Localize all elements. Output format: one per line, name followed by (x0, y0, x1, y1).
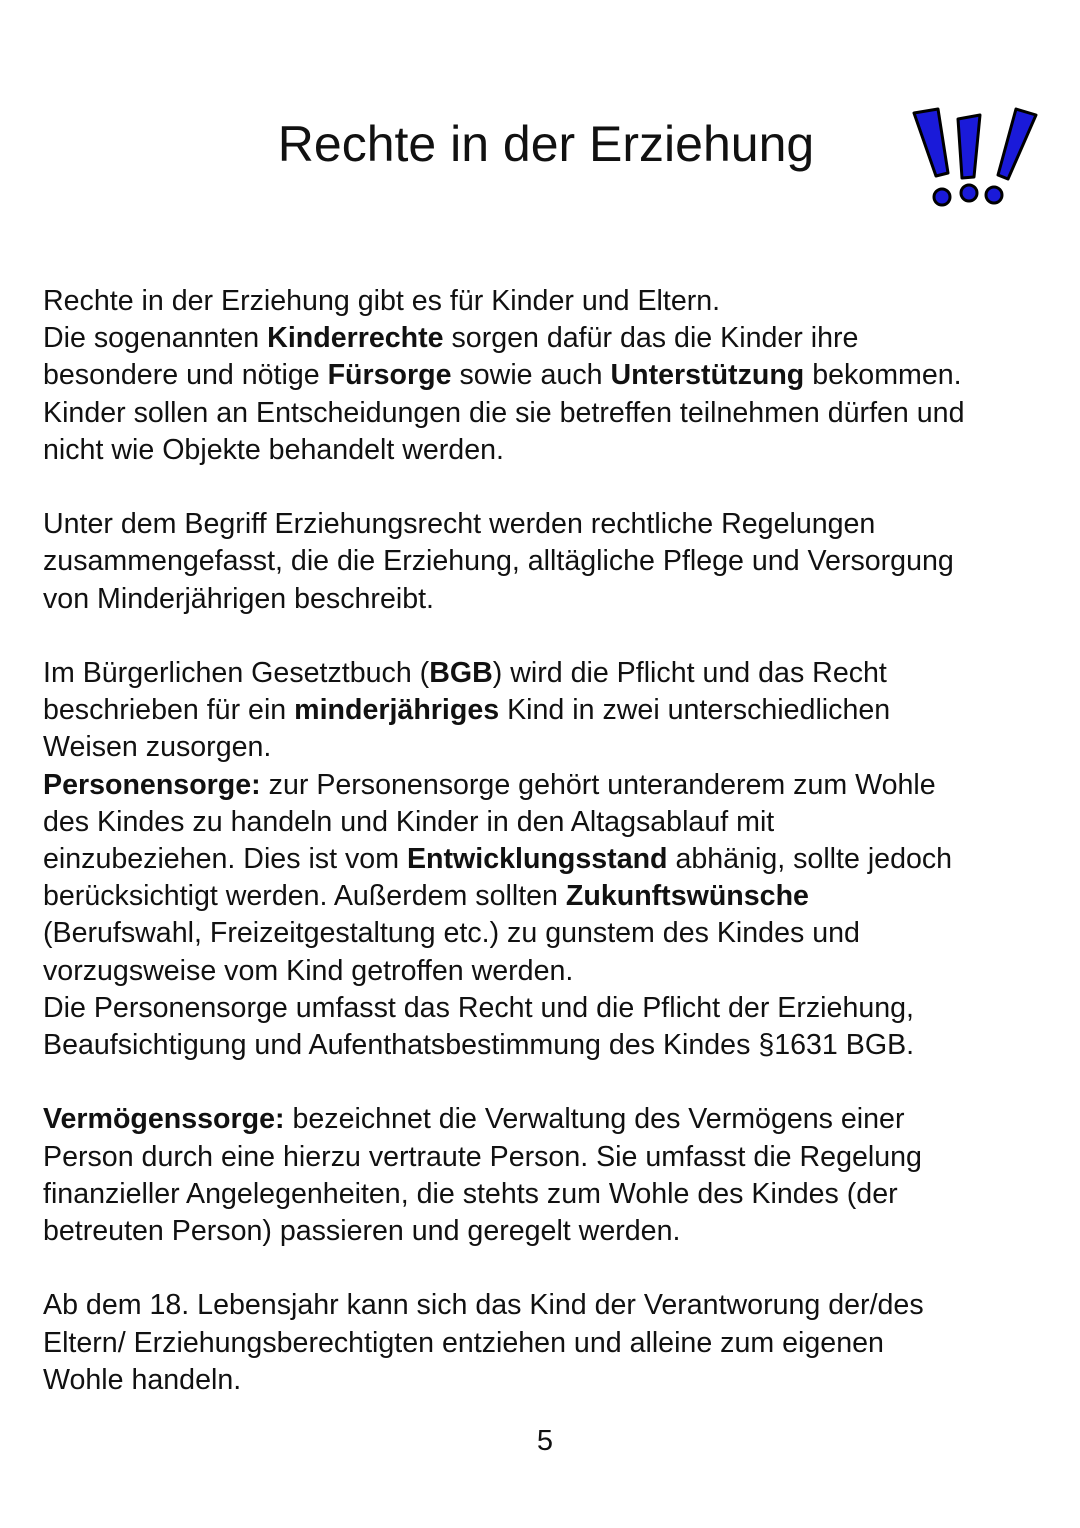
text-segment: abhänig, sollte jedoch (667, 843, 953, 876)
text-line: nicht wie Objekte behandelt werden. (43, 433, 504, 466)
paragraph-gap (43, 618, 1053, 655)
paragraph-erziehungsrecht (43, 506, 1053, 618)
text-segment: Im Bürgerlichen Gesetztbuch ( (43, 657, 430, 689)
paragraph-gap (43, 469, 1053, 506)
body-text (43, 283, 1053, 1399)
text-line (43, 841, 1053, 878)
text-line (43, 320, 1053, 357)
text-line: Rechte in der Erziehung gibt es für Kinder und Eltern. (43, 285, 721, 317)
text-line: Wohle handeln. (43, 1363, 242, 1396)
text-line: Person durch eine hierzu vertraute Person. Sie umfasst die Regelung (43, 1140, 922, 1173)
text-line: Weisen zusorgen. (43, 731, 272, 764)
paragraph-gap (43, 1064, 1053, 1101)
text-line (43, 655, 1053, 692)
paragraph-bgb-personensorge (43, 655, 1053, 1064)
bold-term: BGB (429, 657, 493, 689)
text-segment: Die sogenannten (43, 322, 268, 355)
text-line (43, 1101, 1053, 1138)
text-segment: bezeichnet die Verwaltung des Vermögens einer (284, 1103, 905, 1136)
text-line: des Kindes zu handeln und Kinder in den Altagsablauf mit (43, 805, 775, 838)
bold-term: Personensorge: (43, 768, 261, 801)
text-line (43, 692, 1053, 729)
bold-term: Unterstützung (610, 359, 805, 392)
text-line (43, 767, 1053, 804)
bold-term: Fürsorge (327, 359, 452, 392)
text-segment: zur Personensorge gehört unteranderem zum Wohle (260, 768, 936, 801)
paragraph-age-18 (43, 1287, 1053, 1399)
bold-term: Kinderrechte (267, 322, 444, 355)
bold-term: minderjähriges (294, 694, 500, 727)
text-segment: sowie auch (451, 359, 611, 392)
text-segment: berücksichtigt werden. Außerdem sollten (43, 880, 566, 913)
text-segment: ) wird die Pflicht und das Recht (492, 657, 887, 689)
paragraph-gap (43, 1250, 1053, 1287)
page-number: 5 (536, 1425, 554, 1457)
text-segment: beschrieben für ein (43, 694, 295, 727)
text-segment: einzubeziehen. Dies ist vom (43, 843, 407, 876)
text-segment: bekommen. (804, 359, 962, 392)
text-line: Die Personensorge umfasst das Recht und die Pflicht der Erziehung, (43, 991, 914, 1024)
text-line: vorzugsweise vom Kind getroffen werden. (43, 954, 574, 987)
text-line: Beaufsichtigung und Aufenthatsbestimmung des Kindes §1631 BGB. (43, 1029, 915, 1062)
text-line: Kinder sollen an Entscheidungen die sie betreffen teilnehmen dürfen und (43, 396, 965, 429)
text-segment: Kind in zwei unterschiedlichen (499, 694, 891, 727)
text-line: Unter dem Begriff Erziehungsrecht werden rechtliche Regelungen (43, 508, 876, 541)
text-line: Eltern/ Erziehungsberechtigten entziehen und alleine zum eigenen (43, 1326, 884, 1359)
page-title: Rechte in der Erziehung (277, 116, 815, 172)
paragraph-vermoegenssorge (43, 1101, 1053, 1250)
bold-term: Entwicklungsstand (406, 843, 668, 876)
paragraph-rights-intro (43, 283, 1053, 469)
exclamation-marks-icon (908, 103, 1040, 211)
text-line (43, 878, 1053, 915)
bold-term: Vermögenssorge: (43, 1103, 285, 1136)
text-line (43, 357, 1053, 394)
text-line: von Minderjährigen beschreibt. (43, 582, 434, 615)
text-segment: besondere und nötige (43, 359, 328, 392)
text-line: Ab dem 18. Lebensjahr kann sich das Kind der Verantworung der/des (43, 1289, 924, 1322)
text-line: finanzieller Angelegenheiten, die stehts zum Wohle des Kindes (der (43, 1177, 898, 1210)
text-line: (Berufswahl, Freizeitgestaltung etc.) zu gunstem des Kindes und (43, 917, 860, 950)
text-line: betreuten Person) passieren und geregelt werden. (43, 1215, 681, 1248)
text-line: zusammengefasst, die die Erziehung, alltägliche Pflege und Versorgung (43, 545, 954, 578)
text-segment: sorgen dafür das die Kinder ihre (443, 322, 859, 355)
bold-term: Zukunftswünsche (565, 880, 809, 913)
